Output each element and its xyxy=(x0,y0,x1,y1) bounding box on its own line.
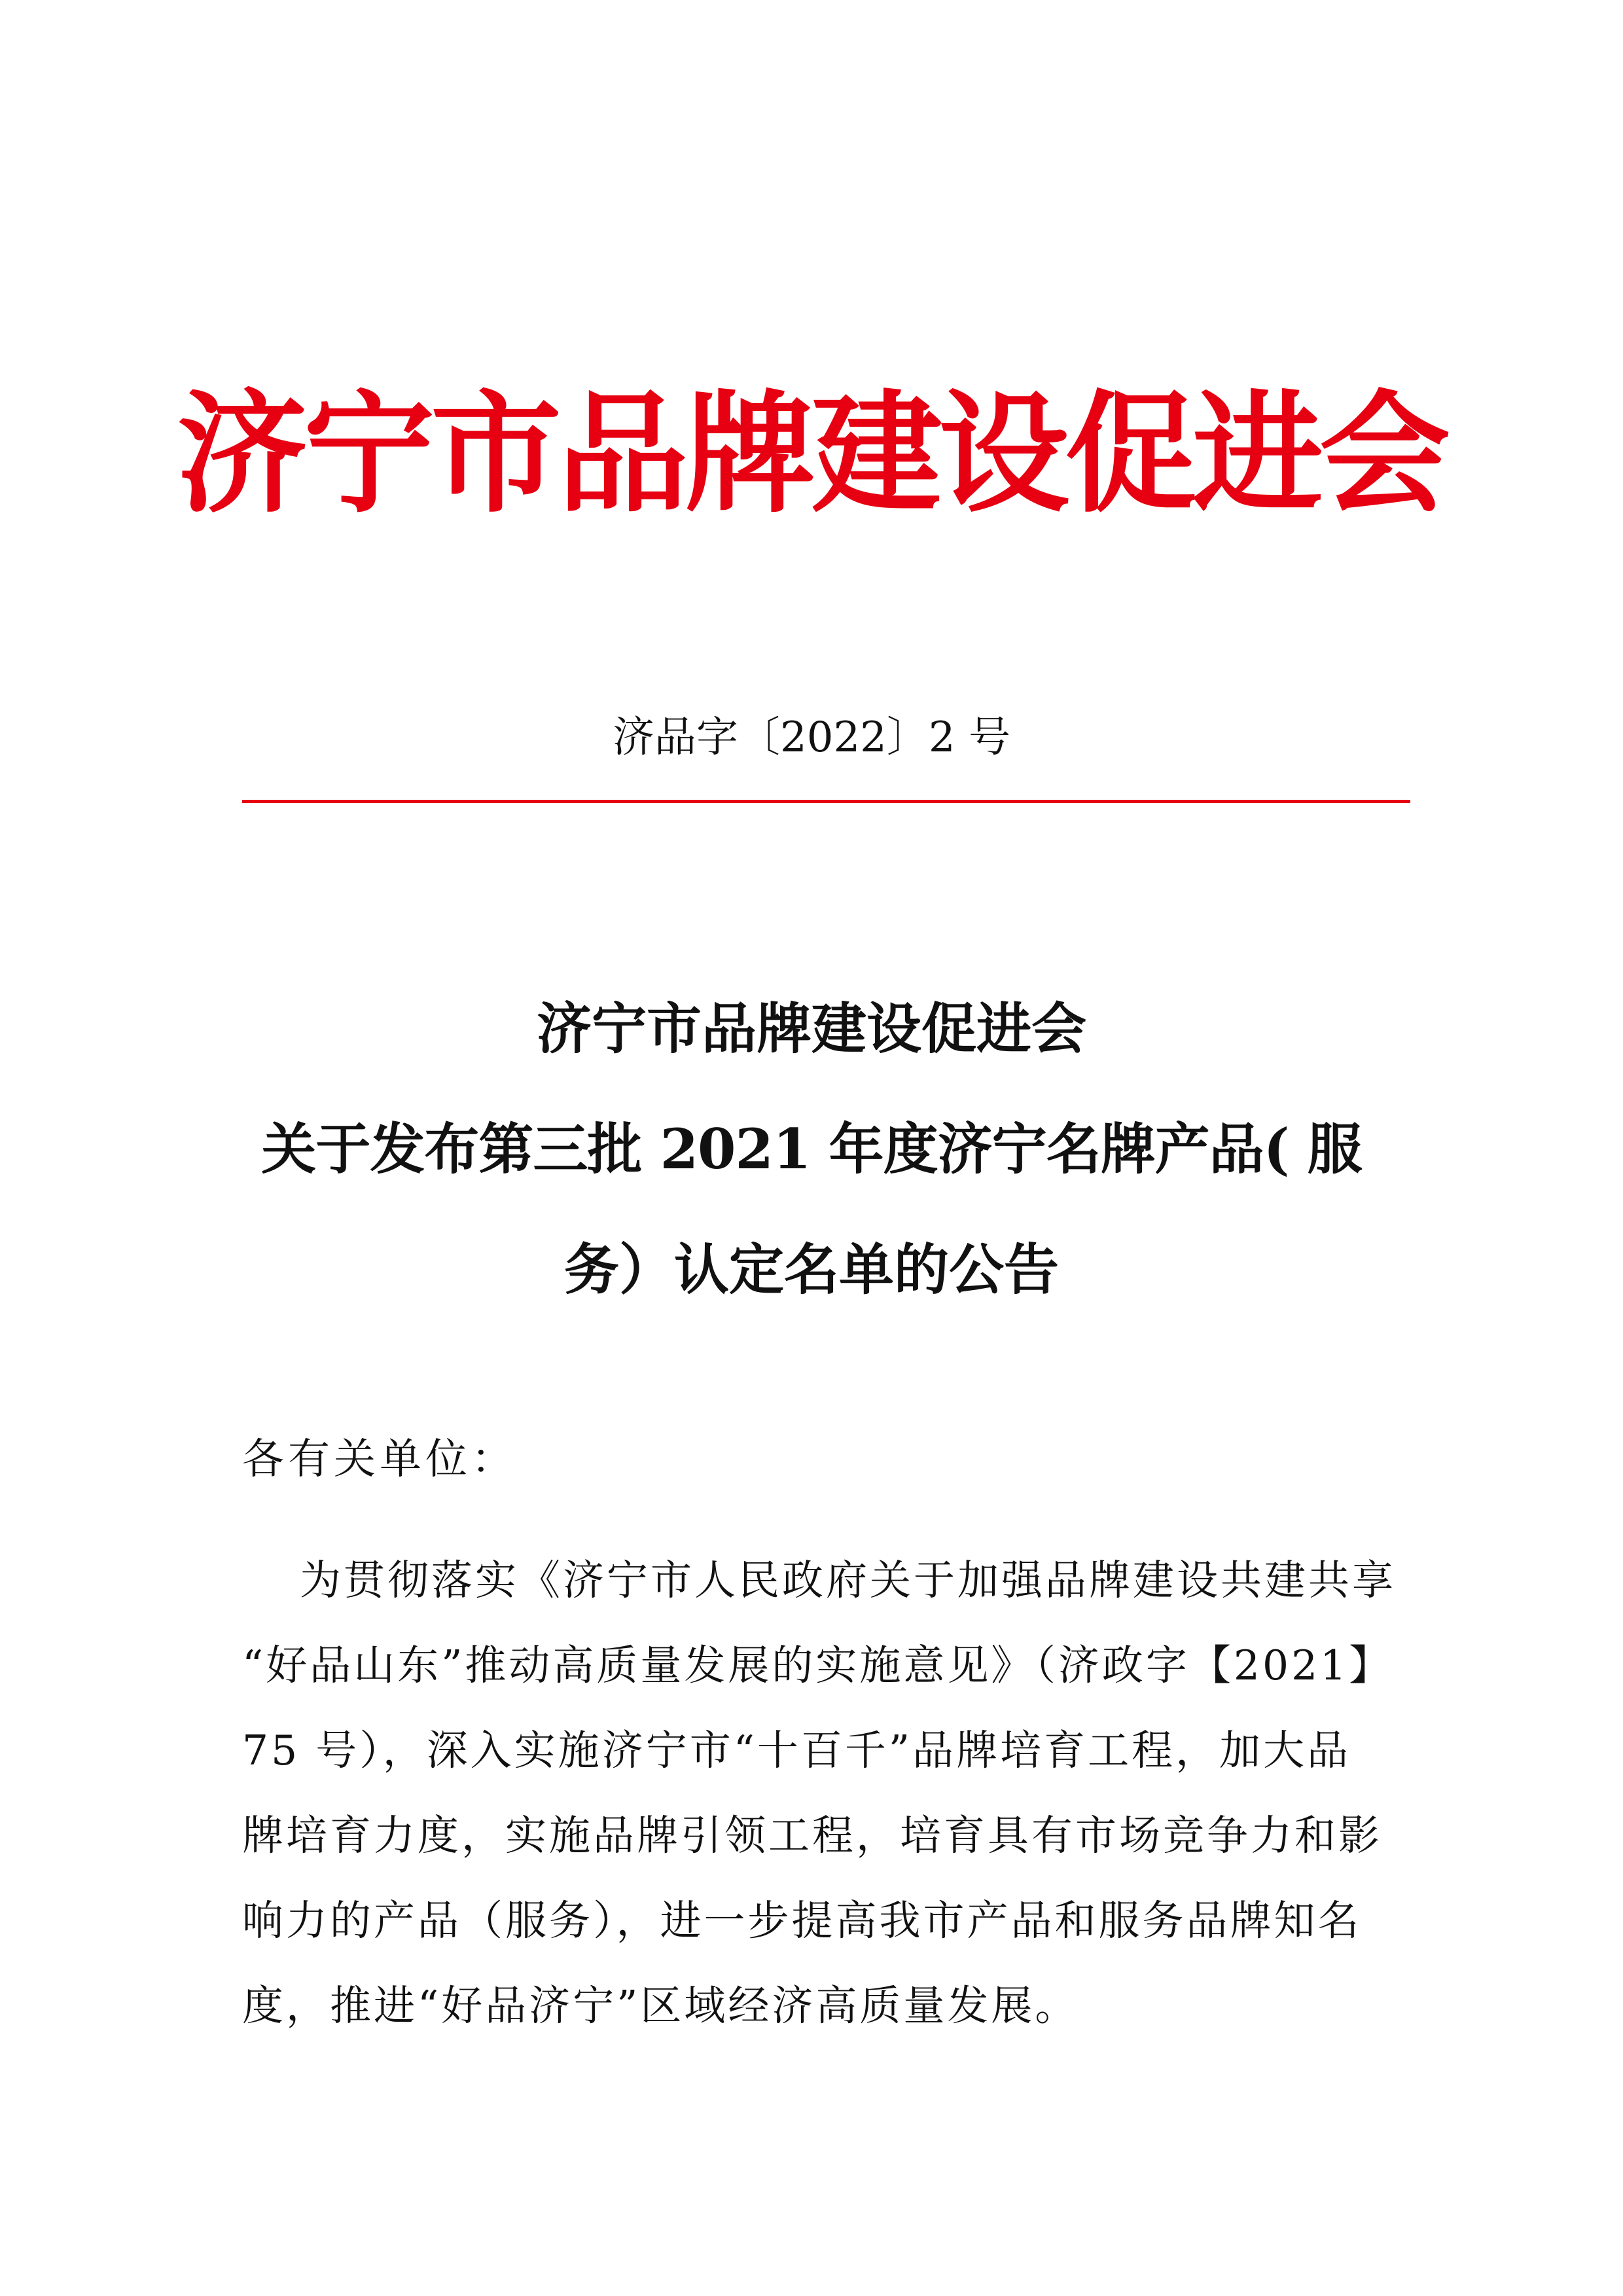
salutation: 各有关单位： xyxy=(242,1435,517,1484)
red-divider-rule xyxy=(242,800,1410,803)
title-line-1: 济宁市品牌建设促进会 xyxy=(536,996,1086,1061)
body-line: 度，推进“好品济宁”区域经济高质量发展。 xyxy=(242,1982,1079,2030)
title-line-2: 关于发布第三批 2021 年度济宁名牌产品( 服 xyxy=(261,1117,1362,1181)
issuer-masthead: 济宁市品牌建设促进会 xyxy=(176,378,1446,531)
title-line-3: 务）认定名单的公告 xyxy=(563,1237,1059,1302)
body-line: 为贯彻落实《济宁市人民政府关于加强品牌建设共建共享 xyxy=(300,1556,1396,1604)
body-line: 75 号），深入实施济宁市“十百千”品牌培育工程，加大品 xyxy=(242,1727,1351,1774)
document-title xyxy=(242,969,1381,1330)
body-paragraph xyxy=(242,1538,1396,2049)
document-number: 济品字〔2022〕2 号 xyxy=(613,713,1010,762)
body-line: “好品山东”推动高质量发展的实施意见》（济政字【2021】 xyxy=(242,1641,1393,1689)
body-line: 牌培育力度，实施品牌引领工程，培育具有市场竞争力和影 xyxy=(242,1812,1382,1859)
body-line: 响力的产品（服务），进一步提高我市产品和服务品牌知名 xyxy=(242,1897,1362,1945)
